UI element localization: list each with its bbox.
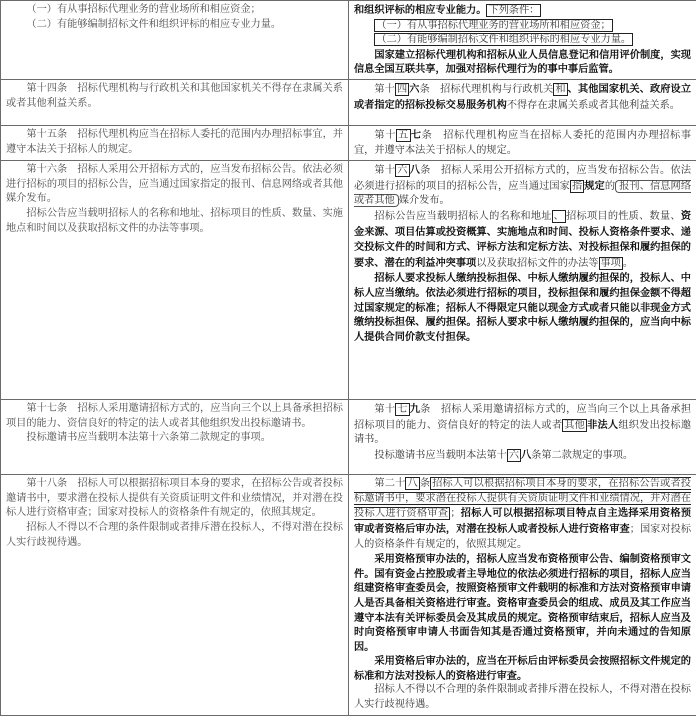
added-text: 七 bbox=[411, 129, 422, 141]
old-text-line: 招标公告应当载明招标人的名称和地址、招标项目的性质、数量、实施地点和时间以及获取招标文件的办法等事项。 bbox=[6, 207, 343, 236]
added-text: 八 bbox=[521, 449, 531, 461]
deleted-text: 和 bbox=[553, 83, 567, 96]
deleted-text: 其他 bbox=[562, 419, 587, 432]
added-text: 资金来源、项目估算或投资概算、实施地点和时间、投标人资格条件要求、递交投标文件的时间和方式、评标方法和定标方法、对投标担保和履约担保的要求、潜在的利益冲突事项 bbox=[354, 210, 691, 269]
old-text-line: 第十八条 招标人可以根据招标项目本身的要求，在招标公告或者投标邀请书中，要求潜在投标人提供有关资质证明文件和业绩情况，并对潜在投标人进行资格审查；国家对投标人的资格条件有规定的，依照其规定。 bbox=[6, 477, 343, 521]
old-text-cell bbox=[1, 1, 349, 80]
deleted-text: （一）有从事招标代理业务的营业场所和相应资金； bbox=[374, 19, 612, 32]
old-text-line: 招标人不得以不合理的条件限制或者排斥潜在投标人，不得对潜在投标人实行歧视待遇。 bbox=[6, 521, 343, 550]
old-text-cell bbox=[1, 125, 349, 160]
deleted-text: 指 bbox=[570, 180, 584, 193]
added-text: 六 bbox=[409, 83, 419, 95]
added-text: 八 bbox=[410, 164, 420, 176]
added-text: 非法人 bbox=[587, 419, 618, 431]
deleted-text: 、 bbox=[552, 210, 566, 223]
deleted-text: 四 bbox=[395, 83, 409, 96]
new-text-cell: 第十 五 七条 招标代理机构应当在招标人委托的范围内办理招标事宜，并遵守本法关于招标人的规定。 bbox=[349, 125, 696, 160]
table-row bbox=[1, 125, 696, 160]
table-row bbox=[1, 400, 696, 475]
deleted-text: 事项 bbox=[599, 257, 623, 270]
added-text: 国家建立招标代理机构和招标从业人员信息登记和信用评价制度，实现信息全国互联共享，加强对招标代理行为的事中事后监管。 bbox=[354, 48, 691, 77]
new-text-line: 招标人不得以不合理的条件限制或者排斥潜在投标人，不得对潜在投标人实行歧视待遇。 bbox=[354, 683, 691, 712]
table-row bbox=[1, 161, 696, 400]
added-text: 规定 bbox=[584, 180, 605, 192]
old-text-cell bbox=[1, 161, 349, 400]
added-text: 招标人要求投标人缴纳投标担保、中标人缴纳履约担保的，投标人、中标人应当缴纳。依法必须进行招标的项目，投标担保和履约担保金额不得超过国家规定的标准；招标人不得限定只能以现金方式或者只能以非现金方式缴纳投标担保、履约担保。招标人要求中标人缴纳履约担保的，应当向中标人提供合同价款支付担保。 bbox=[354, 271, 691, 344]
deleted-text: 五 bbox=[396, 129, 411, 142]
old-text-line: （二）有能够编制招标文件和组织评标的相应专业力量。 bbox=[6, 18, 343, 33]
old-text-line: 第十七条 招标人采用邀请招标方式的，应当向三个以上具备承担招标项目的能力、资信良好的特定的法人或者其他组织发出投标邀请书。 bbox=[6, 402, 343, 431]
old-text-cell bbox=[1, 400, 349, 475]
added-text: 和组织评标的相应专业能力。 bbox=[354, 4, 486, 16]
new-text-cell: 第十 四 六条 招标代理机构与行政机关 和 、其他国家机关、政府设立或者指定的招标投标交易服务机构不得存在隶属关系或者其他利益关系。 bbox=[349, 79, 696, 125]
table-row bbox=[1, 79, 696, 125]
added-text: 、其他国家机关、政府设立或者指定的招标投标交易服务机构 bbox=[354, 83, 691, 111]
table-row bbox=[1, 1, 696, 80]
deleted-text: 招标人可以根据招标项目本身的要求，在招标公告或者投标邀请书中，要求潜在投标人提供有关资质证明文件和业绩情况，并对潜在投标人进行资格审查 bbox=[354, 477, 691, 520]
new-text-cell bbox=[349, 1, 696, 80]
new-text-cell: 第十 七 九条 招标人采用邀请招标方式的，应当向三个以上具备承担招标项目的能力、资信良好的特定的法人或者 其他 非法人组织发出投标邀请书。 投标邀请书应当载明本法第十 六 八条第二款规定的事项。 bbox=[349, 400, 696, 475]
old-text-line: （一）有从事招标代理业务的营业场所和相应资金； bbox=[6, 3, 343, 18]
old-article-14: 第十四条 招标代理机构与行政机关和其他国家机关不得存在隶属关系或者其他利益关系。 bbox=[6, 82, 343, 111]
old-text-cell bbox=[1, 475, 349, 716]
added-text: 采用资格后审办法的，应当在开标后由评标委员会按照招标文件规定的标准和方法对投标人的资格进行审查。 bbox=[354, 654, 691, 683]
deleted-text: 七 bbox=[395, 403, 409, 416]
added-text: 采用资格预审办法的，招标人应当发布资格预审公告、编制资格预审文件。国有资金占控股或者主导地位的依法必须进行招标的项目，招标人应当组建资格审查委员会，按照资格预审文件载明的标准和方法对资格预审申请人是否具备相关资格进行审查。资格审查委员会的组成、成员及其工作应当遵守本法有关评标委员会及其成员的规定。资格预审结束后，招标人应当及时向资格预审申请人书面告知其是否通过资格预审，并向未通过的告知原因。 bbox=[354, 552, 691, 654]
deleted-text: 下列条件： bbox=[486, 4, 541, 17]
deleted-text: （二）有能够编制招标文件和组织评标的相应专业力量。 bbox=[374, 33, 633, 46]
old-text-cell bbox=[1, 79, 349, 125]
old-article-15: 第十五条 招标代理机构应当在招标人委托的范围内办理招标事宜，并遵守本法关于招标人的规定。 bbox=[6, 128, 343, 157]
new-text-cell: 第十 六 八条 招标人采用公开招标方式的，应当发布招标公告。依法必须进行招标的项目的招标公告，应当通过国家 指 规定的 报刊、信息网络或者其他 媒介发布。 招标公告应当载明招标人的名称和地址 、 招标项目的性质、数量、资金来源、项目估算或投资概算、实施地点和时间、投标人资格条件要求、递交投标文件的时间和方式、评标方法和定标方法、对投标担保和履约担保的要求、潜在的利益冲突事项以及获取招标文件的办法等 事项 。 招标人要求投标人缴纳投标担保、中标人缴纳履约担保的，投标人、中标人应当缴纳。依法必须进行招标的项目，投标担保和履约担保金额不得超过国家规定的标准；招标人不得限定只能以现金方式或者只能以非现金方式缴纳投标担保、履约担保。招标人要求中标人缴纳履约担保的，应当向中标人提供合同价款支付担保。 bbox=[349, 161, 696, 400]
deleted-text: 六 bbox=[395, 164, 409, 177]
new-text-cell: 第二十 八 条 招标人可以根据招标项目本身的要求，在招标公告或者投标邀请书中，要求潜在投标人提供有关资质证明文件和业绩情况，并对潜在投标人进行资格审查 ；招标人可以根据招标项目特点自主选择采用资格预审或者资格后审办法，对潜在投标人或者投标人进行资格审查；国家对投标人的资格条件有规定的，依照其规定。 采用资格预审办法的，招标人应当发布资格预审公告、编制资格预审文件。国有资金占控股或者主导地位的依法必须进行招标的项目，招标人应当组建资格审查委员会，按照资格预审文件载明的标准和方法对资格预审申请人是否具备相关资格进行审查。资格审查委员会的组成、成员及其工作应当遵守本法有关评标委员会及其成员的规定。资格预审结束后，招标人应当及时向资格预审申请人书面告知其是否通过资格预审，并向未通过的告知原因。 采用资格后审办法的，应当在开标后由评标委员会按照招标文件规定的标准和方法对投标人的资格进行审查。 招标人不得以不合理的条件限制或者排斥潜在投标人，不得对潜在投标人实行歧视待遇。 bbox=[349, 475, 696, 716]
bracketed-text: 报刊、信息网络或者其他 bbox=[354, 180, 691, 208]
added-text: 招标人可以根据招标项目特点自主选择采用资格预审或者资格后审办法，对潜在投标人或者投标人进行资格审查 bbox=[354, 507, 691, 535]
deleted-text: 八 bbox=[405, 477, 419, 490]
added-text: 九 bbox=[410, 403, 420, 415]
old-text-line: 投标邀请书应当载明本法第十六条第二款规定的事项。 bbox=[6, 431, 343, 446]
deleted-text: 六 bbox=[507, 449, 521, 462]
old-text-line: 第十六条 招标人采用公开招标方式的，应当发布招标公告。依法必须进行招标的项目的招标公告，应当通过国家指定的报刊、信息网络或者其他媒介发布。 bbox=[6, 163, 343, 207]
table-row bbox=[1, 475, 696, 716]
